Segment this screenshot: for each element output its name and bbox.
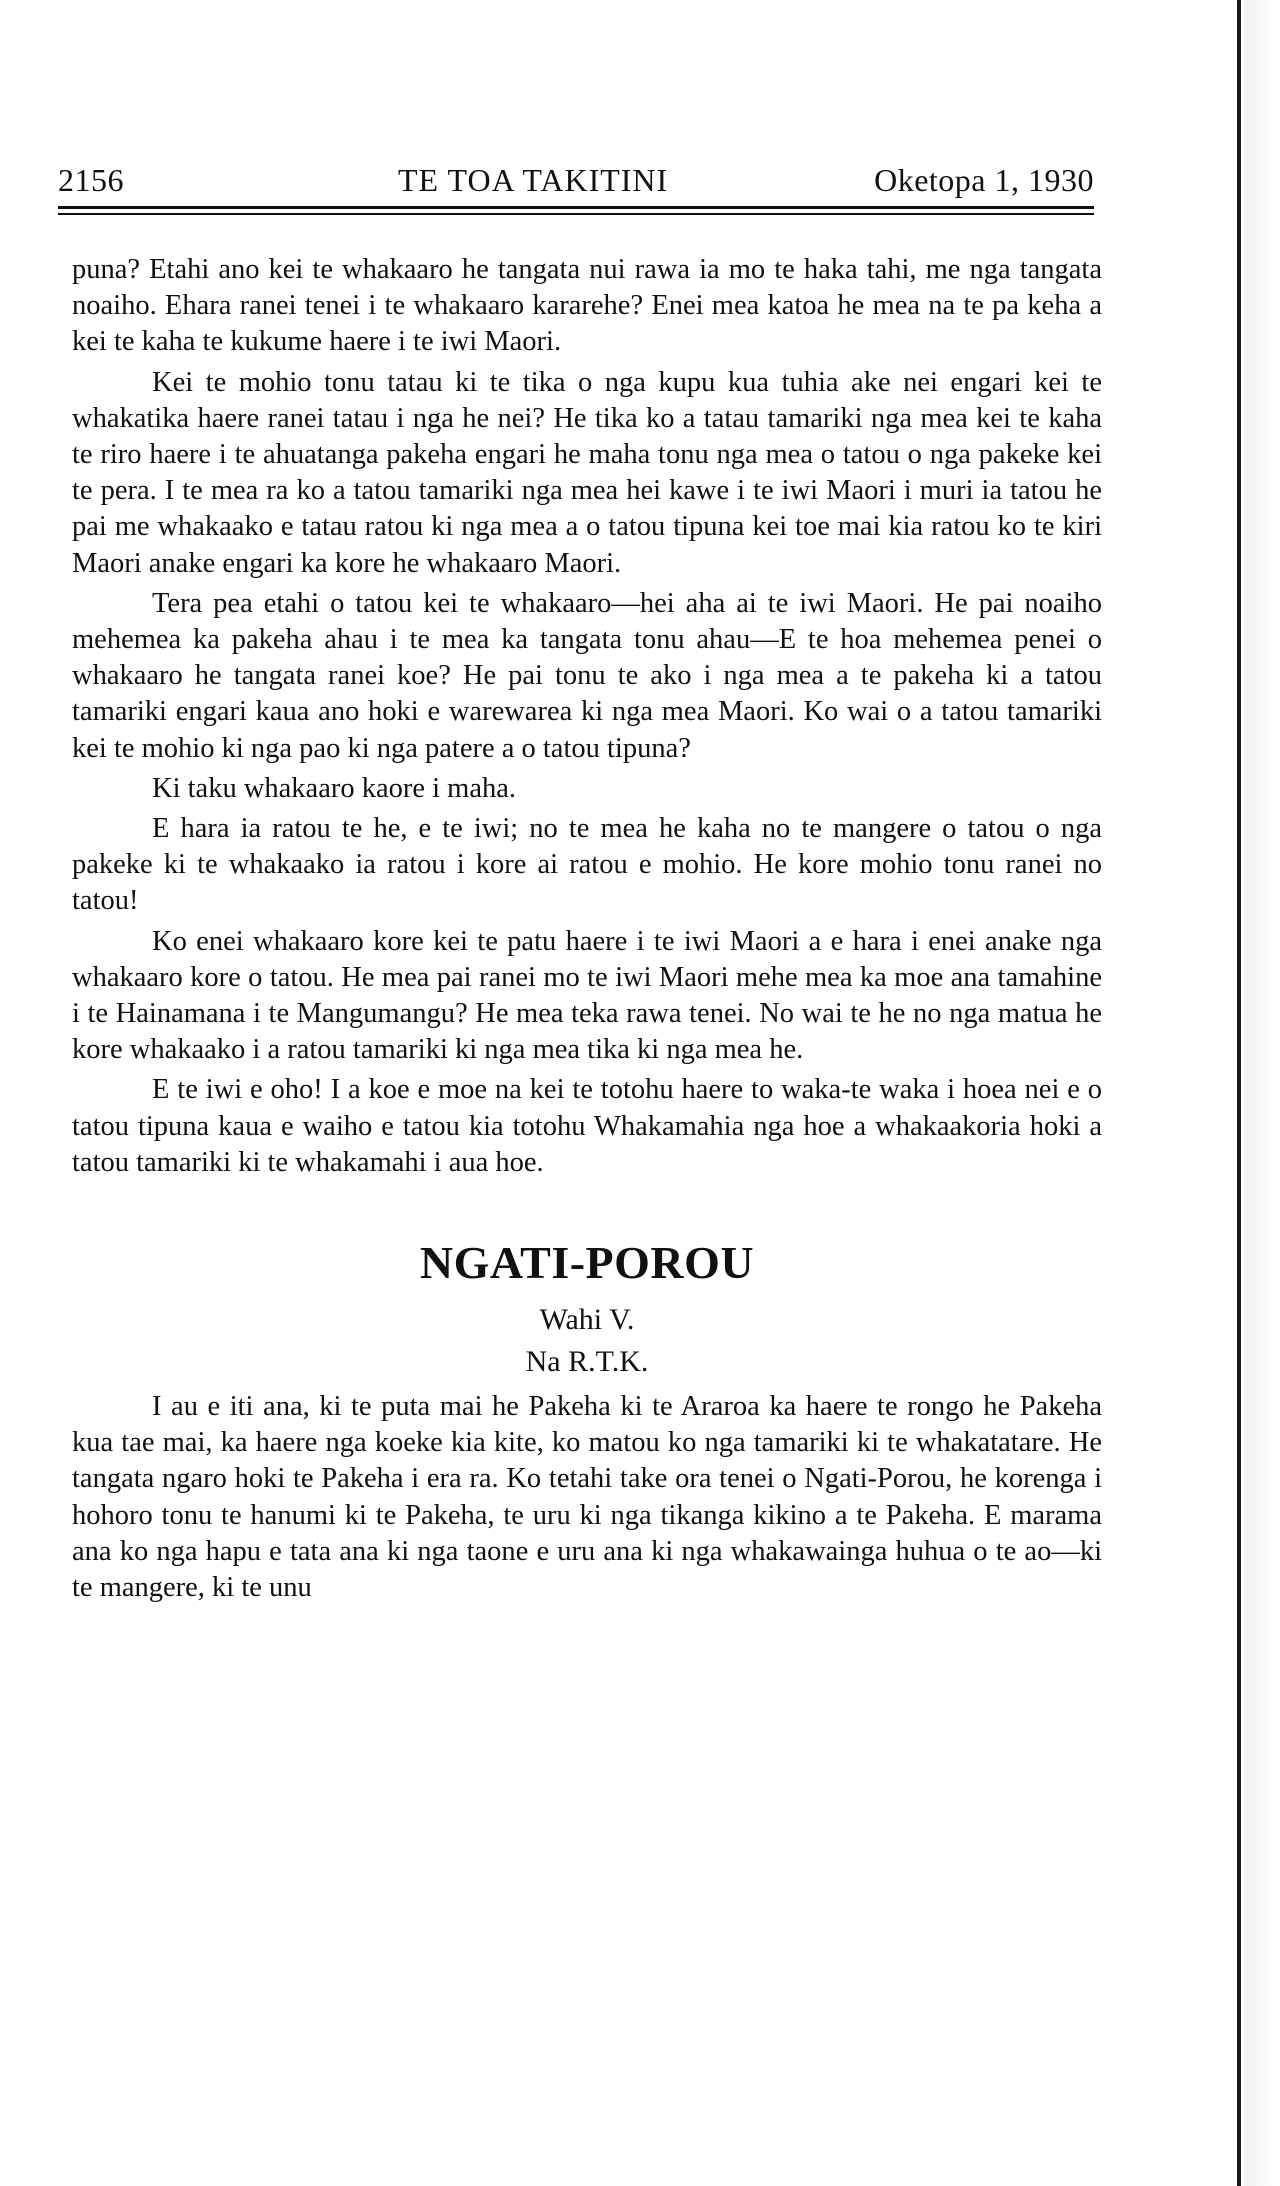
header-rule-thin — [58, 213, 1094, 215]
paragraph: puna? Etahi ano kei te whakaaro he tangata nui rawa ia mo te haka tahi, me nga tangata noaiho. Ehara ranei tenei i te whakaaro kararehe? Enei mea katoa he mea na te pa keha a kei te kaha te kukume haere i te iwi Maori. — [72, 254, 1102, 358]
paragraph: E te iwi e oho! I a koe e moe na kei te totohu haere to waka-te waka i hoea nei e o tatou tipuna kaua e waiho e tatou kia totohu Whakamahia nga hoe a whakaakoria hoki a tatou tamariki ki te whakamahi i aua hoe. — [72, 1074, 1102, 1178]
section-part: Wahi V. — [539, 1303, 635, 1337]
running-header — [58, 162, 1094, 202]
paragraph: Tera pea etahi o tatou kei te whakaaro—hei aha ai te iwi Maori. He pai noaiho mehemea ka pakeha ahau i te mea ka tangata tonu ahau—E te hoa mehemea penei o whakaaro he tangata ranei koe? He pai tonu te ako i nga mea a te pakeha ki a tatou tamariki engari kaua ano hoki e warewarea ki nga mea Maori. Ko wai o a tatou tamariki kei te mohio ki nga pao ki nga patere a o tatou tipuna? — [72, 587, 1102, 764]
article-body — [72, 252, 1102, 1610]
section-author: Na R.T.K. — [525, 1345, 649, 1379]
paragraph: I au e iti ana, ki te puta mai he Pakeha ki te Araroa ka haere te rongo he Pakeha kua tae mai, ka haere nga koeke kia kite, ko matou ko nga tamariki ki te whakatatare. He tangata ngaro hoki te Pakeha i era ra. Ko tetahi take ora tenei o Ngati-Porou, he korenga i hohoro tonu te hanumi ki te Pakeha, te uru ki nga tikanga kikino a te Pakeha. E marama ana ko nga hapu e tata ana ki nga taone e uru ana ki nga whakawainga huhua o te ao—ki te mangere, ki te unu — [72, 1391, 1102, 1604]
paragraph: Ki taku whakaaro kaore i maha. — [152, 772, 517, 804]
scan-edge-shadow — [1244, 0, 1280, 2186]
issue-date: Oketopa 1, 1930 — [874, 162, 1094, 198]
header-rule-thick — [58, 206, 1094, 209]
paragraph: E hara ia ratou te he, e te iwi; no te mea he kaha no te mangere o tatou o nga pakeke ki te whakaako ia ratou i kore ai ratou e mohio. He kore mohio tonu ranei no tatou! — [72, 813, 1102, 917]
section-heading: NGATI-POROU — [419, 1237, 755, 1289]
page-number: 2156 — [58, 162, 124, 198]
paragraph: Ko enei whakaaro kore kei te patu haere i te iwi Maori a e hara i enei anake nga whakaaro kore o tatou. He mea pai ranei mo te iwi Maori mehe mea ka moe ana tamahine i te Hainamana i te Mangumangu? He mea teka rawa tenei. No wai te he no nga matua he kore whakaako i a ratou tamariki ki nga mea tika ki nga mea he. — [72, 925, 1102, 1066]
publication-title: TE TOA TAKITINI — [398, 162, 669, 198]
paragraph: Kei te mohio tonu tatau ki te tika o nga kupu kua tuhia ake nei engari kei te whakatika haere ranei tatau i nga he nei? He tika ko a tatau tamariki nga mea kei te kaha te riro haere i te ahuatanga pakeha engari he maha tonu nga mea o tatou o nga pakeke kei te pera. I te mea ra ko a tatou tamariki nga mea hei kawe i te iwi Maori i muri ia tatou he pai me whakaako e tatau ratou ki nga mea a o tatou tipuna kei toe mai kia ratou ko te kiri Maori anake engari ka kore he whakaaro Maori. — [72, 366, 1102, 579]
scan-edge-line — [1237, 0, 1241, 2186]
